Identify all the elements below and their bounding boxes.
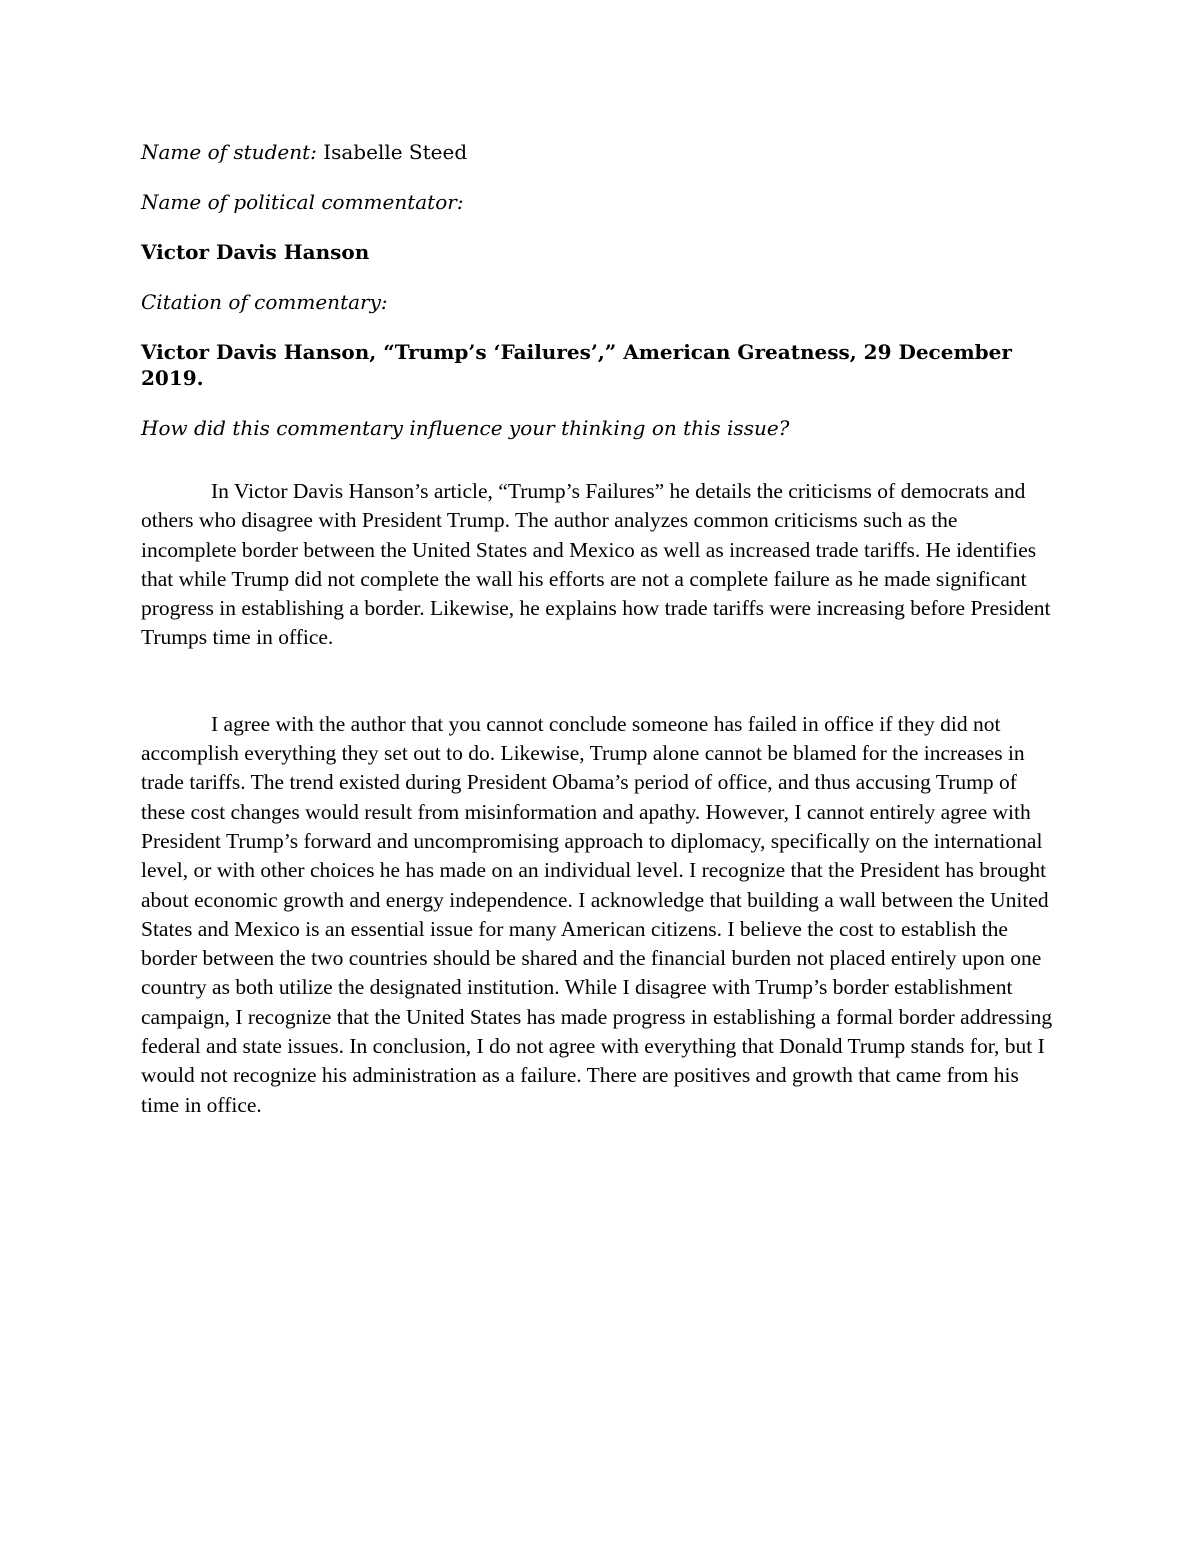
commentator-label: Name of political commentator: (141, 190, 464, 214)
student-line (141, 139, 1061, 165)
body-paragraph-2: I agree with the author that you cannot conclude someone has failed in office if they did not accomplish everything they set out to do. Likewise, Trump alone cannot be blamed for the increases in trade tariffs. The trend existed during President Obama’s period of office, and thus accusing Trump of these cost changes would result from misinformation and apathy. However, I cannot entirely agree with President Trump’s forward and uncompromising approach to diplomacy, specifically on the international level, or with other choices he has made on an individual level. I recognize that the President has brought about economic growth and energy independence. I acknowledge that building a wall between the United States and Mexico is an essential issue for many American citizens. I believe the cost to establish the border between the two countries should be shared and the financial burden not placed entirely upon one country as both utilize the designated institution. While I disagree with Trump’s border establishment campaign, I recognize that the United States has made progress in establishing a formal border addressing federal and state issues. In conclusion, I do not agree with everything that Donald Trump stands for, but I would not recognize his administration as a failure. There are positives and growth that came from his time in office. (141, 711, 1053, 1117)
body-paragraph-1: In Victor Davis Hanson’s article, “Trump’s Failures” he details the criticisms of democrats and others who disagree with President Trump. The author analyzes common criticisms such as the incomplete border between the United States and Mexico as well as increased trade tariffs. He identifies that while Trump did not complete the wall his efforts are not a complete failure as he made significant progress in establishing a border. Likewise, he explains how trade tariffs were increasing before President Trumps time in office. (141, 479, 1051, 650)
student-name: Isabelle Steed (316, 140, 468, 164)
citation-label: Citation of commentary: (141, 290, 388, 314)
student-label: Name of student: (141, 140, 317, 164)
citation-text: Victor Davis Hanson, “Trump’s ‘Failures’,” American Greatness, 29 December 2019. (141, 340, 1012, 390)
question-prompt: How did this commentary influence your thinking on this issue? (141, 416, 790, 440)
commentator-name: Victor Davis Hanson (141, 240, 370, 264)
document-content (141, 139, 1061, 1120)
